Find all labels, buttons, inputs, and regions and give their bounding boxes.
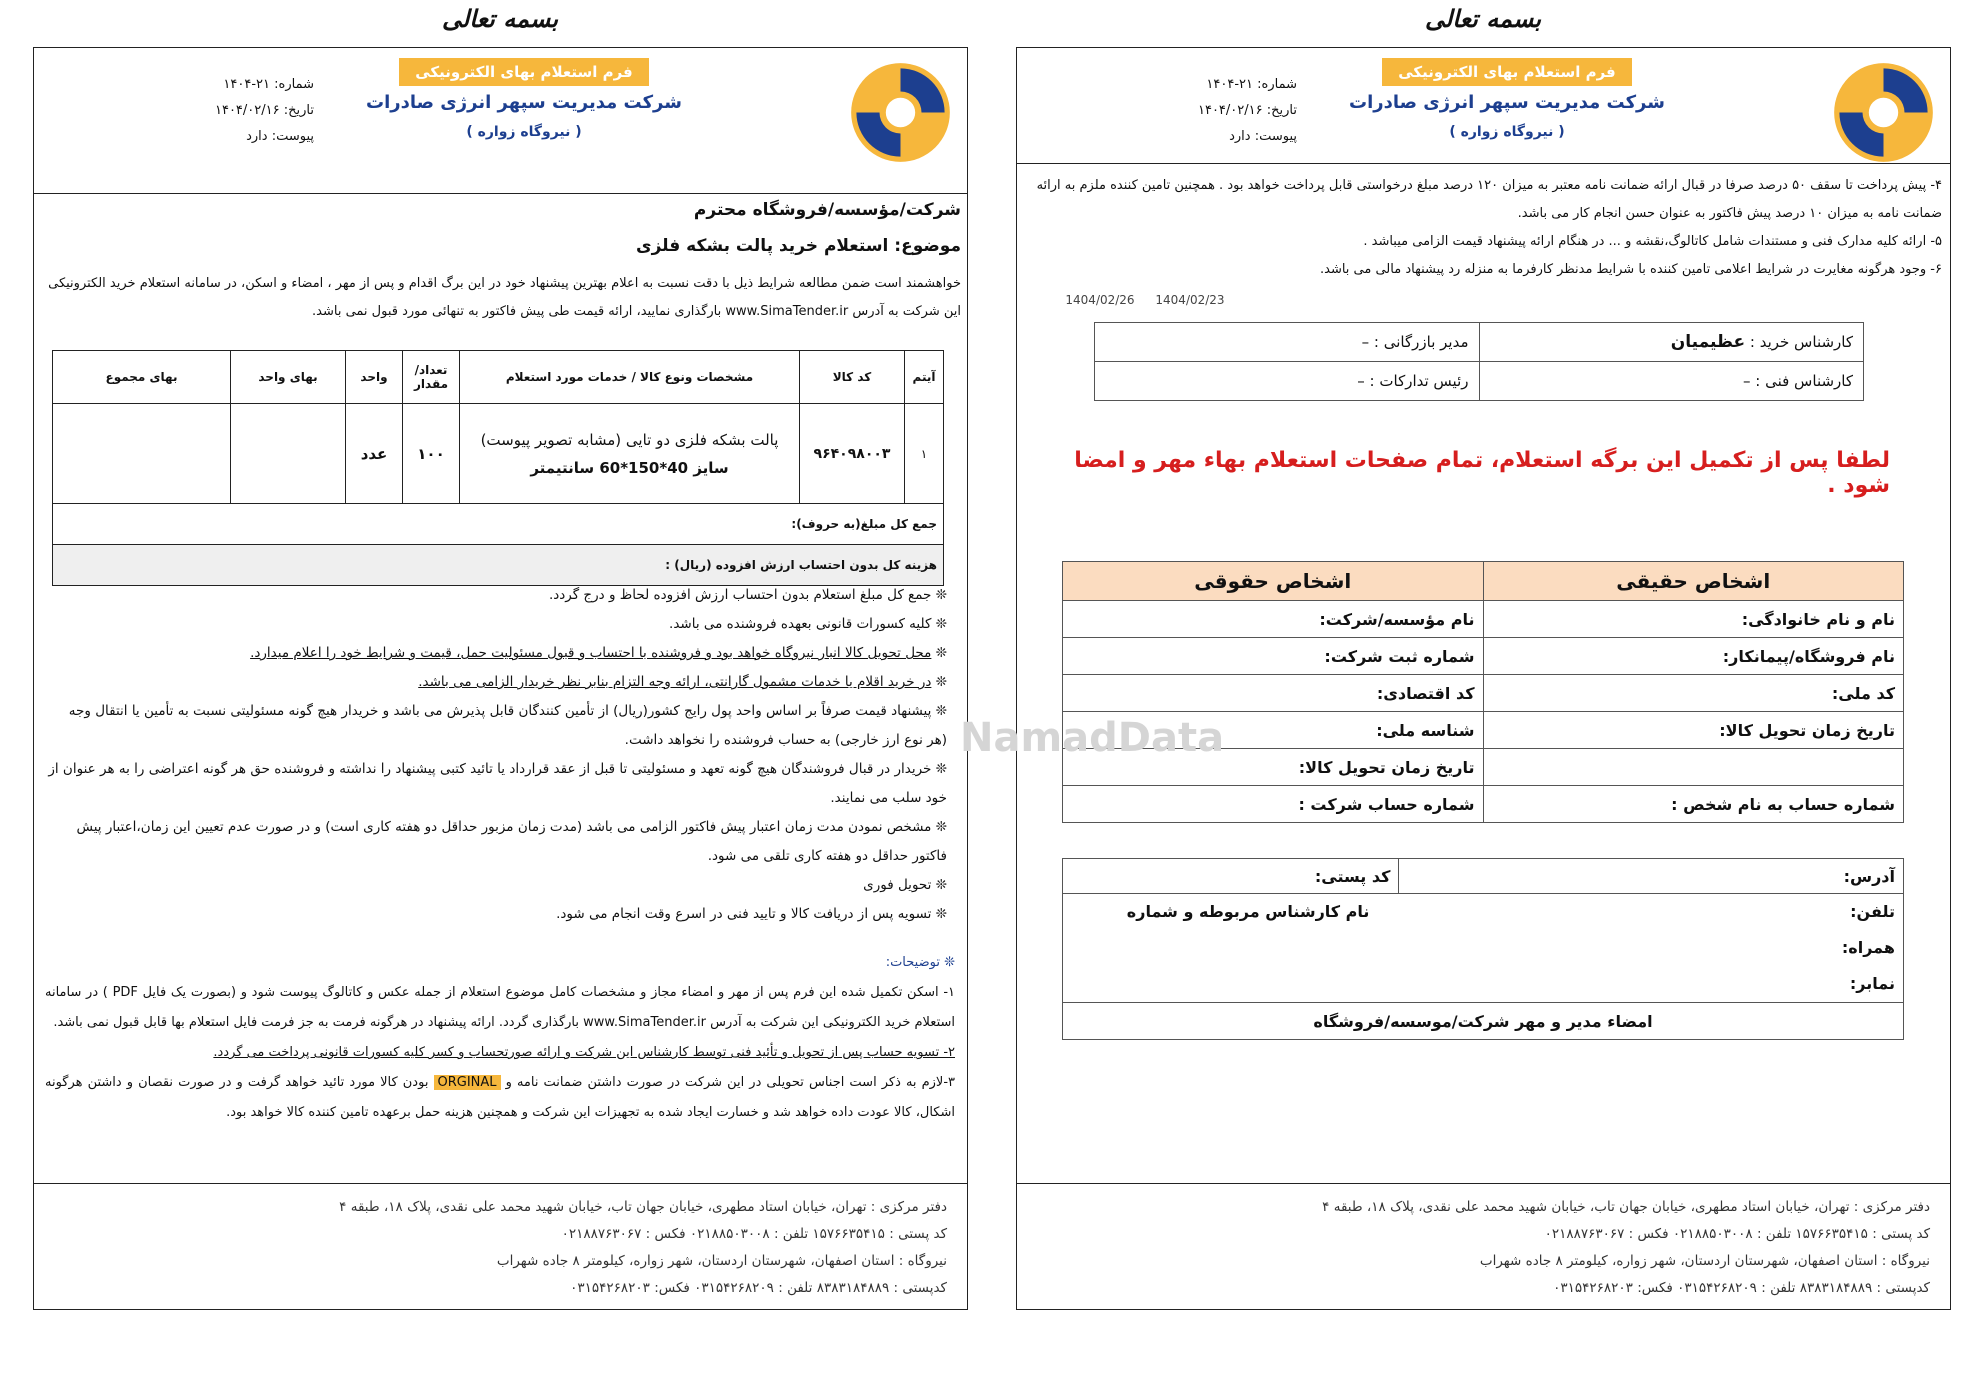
commercial-manager: مدیر بازرگانی : –: [1095, 323, 1480, 362]
legal-persons-header: اشخاص حقوقی: [1063, 562, 1484, 601]
page-header: [34, 48, 967, 194]
company-name: شرکت مدیریت سپهر انرژی صادرات: [366, 92, 682, 113]
addressee: شرکت/مؤسسه/فروشگاه محترم: [693, 200, 961, 220]
condition-6: ۶- وجود هرگونه مغایرت در شرایط اعلامی تامین کننده با شرایط مدنظر کارفرما به منزله رد پیشنهاد مالی می باشد.: [1319, 262, 1942, 277]
list-item: ❊ پیشنهاد قیمت صرفاً بر اساس واحد پول رایج کشور(ریال) از تأمین کنندگان قابل پذیرش می باشد و خریدار هیچ گونه مسئولیتی نسبت به تأمین یا انتقال وجه (هر نوع ارز خارجی) به حساب فروشنده را نخواهد داشت.: [68, 703, 947, 748]
legal-field[interactable]: کد اقتصادی:: [1063, 675, 1484, 712]
natural-field[interactable]: شماره حساب به نام شخص :: [1483, 786, 1904, 823]
natural-field[interactable]: نام فروشگاه/پیمانکار:: [1483, 638, 1904, 675]
experts-table: [1094, 322, 1864, 401]
cell-code: ۹۶۴۰۹۸۰۰۳: [800, 404, 905, 504]
desc-line2: سایز 40*150*60 سانتیمتر: [530, 458, 729, 477]
condition-5: ۵- ارائه کلیه مدارک فنی و مستندات شامل کاتالوگ،نقشه و ... در هنگام ارائه پیشنهاد قیمت الزامی میباشد .: [1363, 234, 1942, 249]
table-row: [1063, 601, 1904, 638]
expert-contact-field[interactable]: نام کارشناس مربوطه و شماره همراه:: [1126, 902, 1895, 957]
conditions-list: [47, 581, 947, 929]
list-item: ❊ تسویه پس از دریافت کالا و تایید فنی در اسرع وقت انجام می شود.: [556, 906, 947, 922]
legal-field[interactable]: شماره حساب شرکت :: [1063, 786, 1484, 823]
company-logo-icon: [1831, 60, 1936, 165]
col-qty: تعداد/ مقدار: [403, 351, 460, 404]
natural-field[interactable]: [1483, 749, 1904, 786]
subject: موضوع: استعلام خرید پالت بشکه فلزی: [635, 236, 961, 256]
desc-line1: پالت بشکه فلزی دو تایی (مشابه تصویر پیوست): [480, 430, 779, 449]
sum-words[interactable]: جمع کل مبلغ(به حروف):: [53, 504, 944, 545]
conditions-continued: [1022, 172, 1942, 284]
footer-text: دفتر مرکزی : تهران، خیابان استاد مطهری، خیابان جهان تاب، خیابان شهید محمد علی نقدی، پلاک ۱۸، طبقه ۴ کد پستی : ۱۵۷۶۶۳۵۴۱۵ تلفن : ۰۲۱۸۸۵۰۳۰۰۸ فکس : ۰۲۱۸۸۷۶۳۰۶۷ نیروگاه : استان اصفهان، شهرستان اردستان، شهر زواره، کیلومتر ۸ جاده شهراب کدپستی : ۸۳۸۳۱۸۴۸۸۹ تلفن : ۰۳۱۵۴۲۶۸۲۰۹ فکس: ۰۳۱۵۴۲۶۸۲۰۳: [339, 1199, 947, 1296]
legal-field[interactable]: شماره ثبت شرکت:: [1063, 638, 1484, 675]
doc-attachment: پیوست: دارد: [1229, 129, 1297, 144]
doc-date: تاریخ: ۱۴۰۴/۰۲/۱۶: [1197, 103, 1297, 118]
cell-unit: عدد: [346, 404, 403, 504]
note-1: ۱- اسکن تکمیل شده این فرم پس از مهر و امضاء مجاز و مشخصات کامل موضوع استعلام از جمله عکس و کاتالوگ پیوست شود و (بصورت یک فایل PDF ) در سامانه استعلام خرید الکترونیکی این شرکت به آدرس www.SimaTender.ir بارگذاری گردد. ارائه پیشنهاد در هرگونه فرمت به جز فرمت فایل استعلام بها قابل قبول نمی باشد.: [45, 985, 955, 1030]
sum-words-row: [53, 504, 944, 545]
company-name: شرکت مدیریت سپهر انرژی صادرات: [1349, 92, 1665, 113]
page-footer: [1017, 1183, 1950, 1309]
table-row: [1063, 638, 1904, 675]
table-row: [1063, 786, 1904, 823]
table-header-row: [53, 351, 944, 404]
doc-meta: [84, 72, 314, 150]
procurement-head: رئیس تدارکات : –: [1095, 362, 1480, 401]
inquiry-page-right: [1016, 47, 1951, 1310]
doc-attachment: پیوست: دارد: [246, 129, 314, 144]
col-unit: واحد: [346, 351, 403, 404]
phone-field[interactable]: تلفن:: [1850, 902, 1895, 921]
company-logo-icon: [848, 60, 953, 165]
bismillah-right: بسمه تعالی: [1424, 4, 1542, 33]
doc-meta: [1067, 72, 1297, 150]
legal-field[interactable]: نام مؤسسه/شرکت:: [1063, 601, 1484, 638]
cost-label[interactable]: هزینه کل بدون احتساب ارزش افزوده (ریال) :: [53, 545, 944, 586]
list-item: ❊ جمع کل مبلغ استعلام بدون احتساب ارزش افزوده لحاظ و درج گردد.: [548, 587, 947, 603]
doc-date: تاریخ: ۱۴۰۴/۰۲/۱۶: [214, 103, 314, 118]
doc-number: شماره: ۲۱-۱۴۰۴: [1206, 77, 1297, 92]
watermark: NamadData: [960, 715, 1225, 761]
page-header: [1017, 48, 1950, 164]
note-2: ۲- تسویه حساب پس از تحویل و تأئید فنی توسط کارشناس این شرکت و ارائه صورتحساب و کسر کلیه کسورات قانونی پرداخت می گردد.: [213, 1045, 955, 1060]
purchase-expert-name: عظیمیان: [1670, 332, 1746, 352]
list-item: ❊ کلیه کسورات قانونی بعهده فروشنده می باشد.: [669, 616, 947, 632]
list-item: ❊ محل تحویل کالا انبار نیروگاه خواهد بود و فروشنده با احتساب و قبول مسئولیت حمل، قیمت و شرایط خود را اعلام میدارد.: [250, 645, 947, 661]
plant-name: ( نیروگاه زواره ): [1449, 124, 1565, 140]
original-highlight: ORGINAL: [434, 1075, 501, 1090]
footer-text: دفتر مرکزی : تهران، خیابان استاد مطهری، خیابان جهان تاب، خیابان شهید محمد علی نقدی، پلاک ۱۸، طبقه ۴ کد پستی : ۱۵۷۶۶۳۵۴۱۵ تلفن : ۰۲۱۸۸۵۰۳۰۰۸ فکس : ۰۲۱۸۸۷۶۳۰۶۷ نیروگاه : استان اصفهان، شهرستان اردستان، شهر زواره، کیلومتر ۸ جاده شهراب کدپستی : ۸۳۸۳۱۸۴۸۸۹ تلفن : ۰۳۱۵۴۲۶۸۲۰۹ فکس: ۰۳۱۵۴۲۶۸۲۰۳: [1322, 1199, 1930, 1296]
col-total: بهای مجموع: [53, 351, 231, 404]
address-field[interactable]: آدرس:: [1399, 859, 1904, 894]
list-item: ❊ تحویل فوری: [863, 877, 947, 893]
contact-cell: [1063, 894, 1904, 1003]
natural-persons-header: اشخاص حقیقی: [1483, 562, 1904, 601]
intro-text: خواهشمند است ضمن مطالعه شرایط ذیل با دقت نسبت به اعلام بهترین پیشنهاد خود در این برگ اقدام و پس از مهر ، امضاء و اسکن، در سامانه استعلام خرید الکترونیکی این شرکت به آدرس www.SimaTender.ir بارگذاری نمایید، ارائه قیمت طی پیش فاکتور به تنهائی مورد قبول نمی باشد.: [48, 276, 961, 319]
col-unit-price: بهای واحد: [231, 351, 346, 404]
notes-section: [45, 948, 955, 1128]
form-banner: فرم استعلام بهای الکترونیکی: [1382, 58, 1632, 86]
cell-desc: [460, 404, 800, 504]
page-footer: [34, 1183, 967, 1309]
col-desc: مشخصات ونوع کالا / خدمات مورد استعلام: [460, 351, 800, 404]
col-item: آیتم: [905, 351, 944, 404]
inquiry-page-left: [33, 47, 968, 1310]
item-table: [52, 350, 944, 586]
fax-field[interactable]: نمابر:: [1849, 974, 1895, 993]
table-header-row: [1063, 562, 1904, 601]
postal-code-field[interactable]: کد پستی:: [1063, 859, 1399, 894]
legal-field[interactable]: شناسه ملی:: [1063, 712, 1484, 749]
cost-row: [53, 545, 944, 586]
table-row: [1063, 675, 1904, 712]
approval-date-1: 1404/02/23: [1155, 293, 1225, 307]
plant-name: ( نیروگاه زواره ): [466, 124, 582, 140]
notes-title: ❊ توضیحات:: [885, 955, 955, 970]
bismillah-left: بسمه تعالی: [441, 4, 559, 33]
approval-date-2: 1404/02/26: [1065, 293, 1135, 307]
note-3: ۳-لازم به ذکر است اجناس تحویلی در این شرکت در صورت داشتن ضمانت نامه و ORGINAL بودن کالا مورد تائید خواهد گرفت و در صورت نقصان و داشتن هرگونه اشکال، کالا عودت داده خواهد شد و خسارت ایجاد شده به تجهیزات این شرکت و همچنین هزینه حمل برعهده تامین کننده کالا خواهد بود.: [45, 1075, 955, 1120]
list-item: ❊ مشخص نمودن مدت زمان اعتبار پیش فاکتور الزامی می باشد (مدت زمان مزبور حداقل دو هفته کاری است) و در صورت عدم تعیین این زمان،اعتبار پیش فاکتور حداقل دو هفته کاری تلقی می شود.: [76, 819, 947, 864]
address-table: [1062, 858, 1904, 1040]
cell-qty: ۱۰۰: [403, 404, 460, 504]
doc-number: شماره: ۲۱-۱۴۰۴: [223, 77, 314, 92]
natural-field[interactable]: تاریخ زمان تحویل کالا:: [1483, 712, 1904, 749]
cell-item: ۱: [905, 404, 944, 504]
technical-expert: کارشناس فنی : –: [1479, 362, 1864, 401]
legal-field[interactable]: تاریخ زمان تحویل کالا:: [1063, 749, 1484, 786]
natural-field[interactable]: نام و نام خانوادگی:: [1483, 601, 1904, 638]
purchase-expert: کارشناس خرید : عظیمیان: [1479, 323, 1864, 362]
condition-4: ۴- پیش پرداخت تا سقف ۵۰ درصد صرفا در قبال ارائه ضمانت نامه معتبر به میزان ۱۲۰ درصد مبلغ درخواستی قابل پرداخت خواهد بود . همچنین تامین کننده ملزم به ارائه ضمانت نامه به میزان ۱۰ درصد پیش فاکتور به عنوان حسن انجام کار می باشد.: [1036, 178, 1942, 221]
table-row: [53, 404, 944, 504]
form-banner: فرم استعلام بهای الکترونیکی: [399, 58, 649, 86]
cell-total[interactable]: [53, 404, 231, 504]
cell-unit-price[interactable]: [231, 404, 346, 504]
col-code: کد کالا: [800, 351, 905, 404]
list-item: ❊ در خرید اقلام یا خدمات مشمول گارانتی، ارائه وجه التزام بنابر نظر خریدار الزامی می باشد.: [418, 674, 947, 690]
persons-table: [1062, 561, 1904, 823]
list-item: ❊ خریدار در قبال فروشندگان هیچ گونه تعهد و مسئولیتی تا قبل از عقد قرارداد یا تائید کتبی پیشنهاد را نداشته و فروشنده حق هر گونه اعتراضی را به هر عنوان از خود سلب می نمایند.: [48, 761, 947, 806]
natural-field[interactable]: کد ملی:: [1483, 675, 1904, 712]
sign-notice: لطفا پس از تکمیل این برگه استعلام، تمام صفحات استعلام بهاء مهر و امضا شود .: [1074, 448, 1890, 498]
signature-field[interactable]: امضاء مدیر و مهر شرکت/موسسه/فروشگاه: [1063, 1003, 1904, 1040]
